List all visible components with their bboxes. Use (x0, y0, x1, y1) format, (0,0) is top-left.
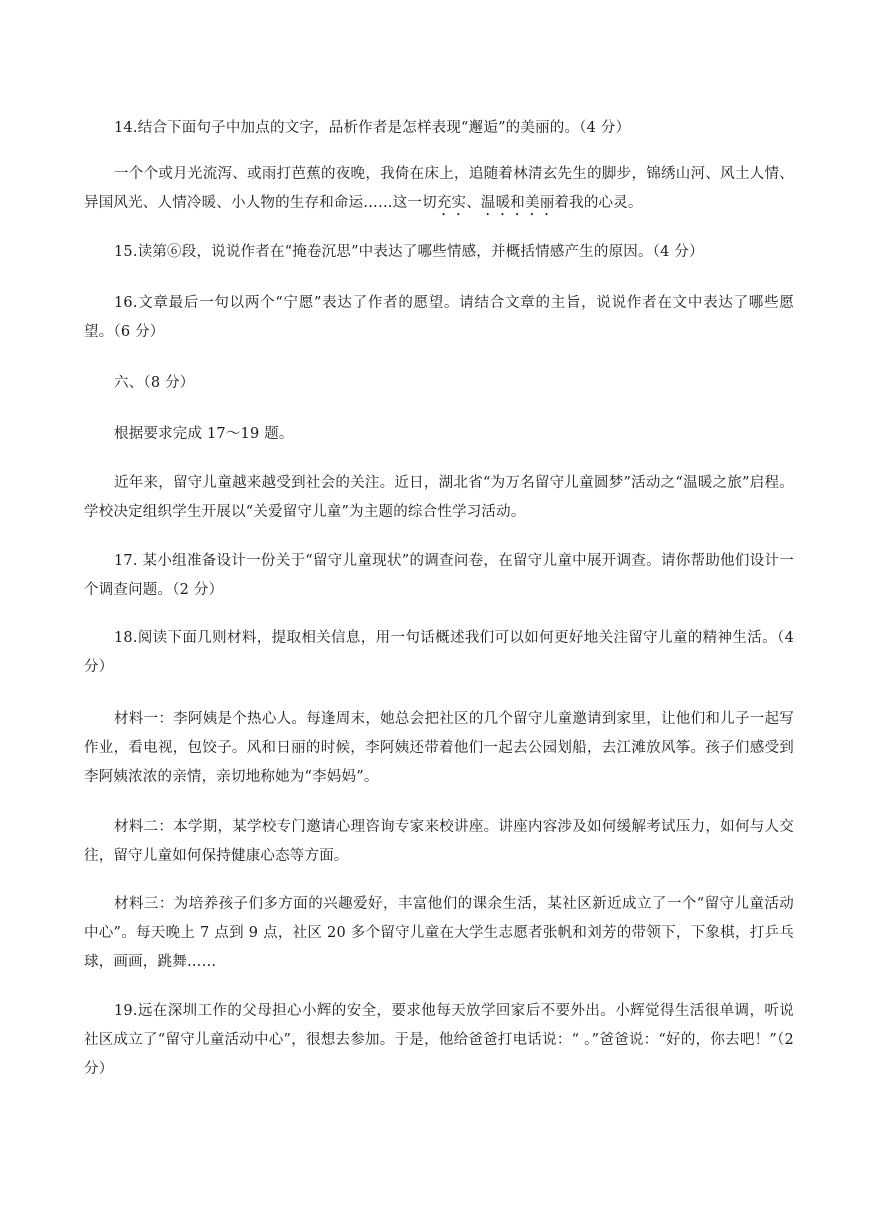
section-six-heading: 六、（8 分） (114, 375, 195, 391)
sentence-after: 着我的心灵。 (554, 195, 643, 211)
question-19: 19.远在深圳工作的父母担心小辉的安全，要求他每天放学回家后不要外出。小辉觉得生活很单调，听说社区成立了“留守儿童活动中心”，很想去参加。于是，他给爸爸打电话说：“ 。”爸爸说：“好的，你去吧！”（2 分） (84, 1003, 794, 1077)
question-18: 18.阅读下面几则材料，提取相关信息，用一句话概述我们可以如何更好地关注留守儿童的精神生活。（4 分） (84, 630, 794, 675)
material-three: 材料三：为培养孩子们多方面的兴趣爱好，丰富他们的课余生活，某社区新近成立了一个“留守儿童活动中心”。每天晚上 7 点到 9 点，社区 20 多个留守儿童在大学生志愿者张帆和刘芳的带领下，下象棋，打乒乓球，画画，跳舞…… (84, 896, 794, 970)
background-paragraph: 近年来，留守儿童越来越受到社会的关注。近日，湖北省“为万名留守儿童圆梦”活动之“温暖之旅”启程。学校决定组织学生开展以“关爱留守儿童”为主题的综合性学习活动。 (84, 475, 794, 520)
question-17: 17. 某小组准备设计一份关于“留守儿童现状”的调查问卷，在留守儿童中展开调查。请你帮助他们设计一个调查问题。（2 分） (84, 553, 794, 598)
question-14-sentence (84, 160, 794, 219)
question-16: 16.文章最后一句以两个“宁愿”表达了作者的愿望。请结合文章的主旨，说说作者在文中表达了哪些愿望。（6 分） (84, 295, 794, 340)
dotted-text: 充实、温暖和美丽 (436, 195, 555, 211)
material-one: 材料一：李阿姨是个热心人。每逢周末，她总会把社区的几个留守儿童邀请到家里，让他们和儿子一起写作业，看电视，包饺子。风和日丽的时候，李阿姨还带着他们一起去公园划船，去江滩放风筝。孩子们感受到李阿姨浓浓的亲情，亲切地称她为“李妈妈”。 (84, 711, 794, 785)
section-instruction: 根据要求完成 17～19 题。 (114, 426, 294, 442)
sentence-before: 一个个或月光流泻、或雨打芭蕉的夜晚，我倚在床上，追随着林清玄先生的脚步，锦绣山河、风土人情、异国风光、人情冷暖、小人物的生存和命运……这一切 (84, 166, 794, 211)
material-two: 材料二：本学期，某学校专门邀请心理咨询专家来校讲座。讲座内容涉及如何缓解考试压力，如何与人交往，留守儿童如何保持健康心态等方面。 (84, 819, 794, 864)
question-14: 14.结合下面句子中加点的文字，品析作者是怎样表现“邂逅”的美丽的。（4 分） (114, 120, 631, 136)
question-15: 15.读第⑥段，说说作者在“掩卷沉思”中表达了哪些情感，并概括情感产生的原因。（4 分） (114, 244, 704, 260)
